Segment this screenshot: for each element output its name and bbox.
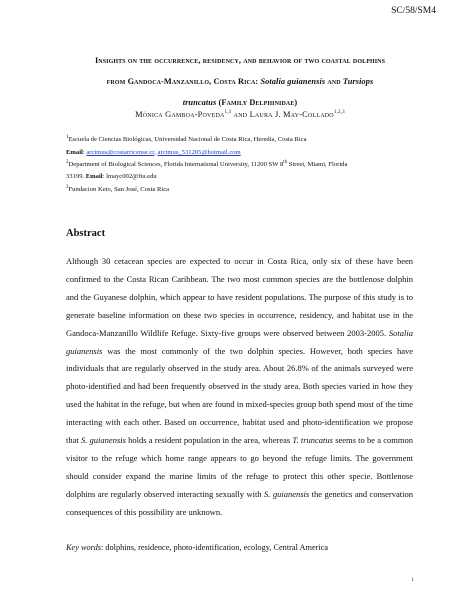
title-species-2-epithet: truncatus [182, 98, 217, 107]
email-1-colon: : [82, 149, 87, 156]
email-2-address: : lmayc002@fiu.edu [102, 173, 157, 180]
author-1-affiliation: 1,3 [224, 110, 232, 116]
email-1-label: Email [66, 149, 83, 156]
abstract-text-1: Although 30 cetacean species are expected to occur in Costa Rica, only six of these have been confirmed to the Costa Rican Caribbean. The two most common species are the bottlenose dolphin and the Guyanese dolphin, which appear to have resident populations. The purpose of this study is to generate baseline information on these two species in occurrence, residency, and habitat use in the Gandoca-Manzanillo Wildlife Refuge. Sixty-five groups were observed between 2003-2005. [66, 256, 413, 338]
affiliation-2-zip: 33199. [66, 173, 86, 180]
document-code: SC/58/SM4 [391, 6, 436, 16]
abstract-heading: Abstract [66, 228, 106, 239]
affiliation-2-line-2 [66, 172, 446, 181]
email-2-label: Email [85, 173, 103, 180]
title-species-2-genus: Tursiops [342, 77, 374, 86]
abstract-species-2: S. guianensis [80, 435, 126, 446]
keywords [66, 543, 416, 552]
title-family: (Family Delphinidae) [216, 98, 298, 107]
author-conjunction: and [231, 110, 250, 119]
title-line-1: Insights on the occurrence, residency, and behavior of two coastal dolphins [94, 56, 386, 65]
author-2-affiliation: 1,2,3 [333, 110, 345, 116]
title-line-2 [40, 71, 440, 92]
abstract-text-3: holds a resident population in the area, whereas [125, 435, 293, 446]
email-1-link-b[interactable]: arcimus_531205@hotmail.com [157, 149, 241, 156]
affiliation-3 [66, 185, 446, 194]
author-1: Mónica Gamboa-Poveda [135, 110, 225, 119]
affiliation-1-marker: 1 [66, 134, 69, 140]
abstract-body [66, 253, 413, 522]
affiliation-3-marker: 3 [66, 184, 69, 190]
author-list [40, 110, 440, 119]
affiliation-2-text-cont: Street, Miami, Florida [287, 161, 348, 168]
abstract-text-5: the genetics and conservation consequences of this possibility are unknown. [66, 488, 413, 517]
title-and: and [325, 77, 343, 86]
title-species-1: Sotalia guianensis [260, 77, 326, 86]
affiliation-2-text: Department of Biological Sciences, Florida International University, 11200 SW 8 [68, 161, 284, 168]
author-2: Laura J. May-Collado [249, 110, 334, 119]
page-number: 1 [411, 578, 414, 583]
abstract-species-3: T. truncatus [292, 435, 333, 446]
keywords-label: Key words [66, 543, 101, 552]
email-1-link-a[interactable]: arcimus@costarricense.cr [86, 149, 155, 156]
affiliation-1-text: Escuela de Ciencias Biológicas, Universidad Nacional de Costa Rica, Heredia, Costa Rica [68, 136, 307, 143]
abstract-species-4: S. guianensis [264, 488, 310, 499]
affiliation-2-marker: 2 [66, 159, 69, 165]
abstract-text-2: was the most commonly of the two dolphin species. However, both species have individuals that are regularly observed in the study area. About 26.8% of the animals surveyed were photo-identified and had been frequently observed in the study area. Both species varied in how they used the habitat in the refuge, but when are found in mixed-species group both spend most of the time interacting with each other. Based on occurrence, habitat used and photo-identification we propose that [66, 345, 413, 446]
affiliation-1 [66, 135, 446, 144]
affiliation-3-text: Fundacion Keto, San José, Costa Rica [68, 186, 170, 193]
title-text: from Gandoca-Manzanillo, Costa Rica: [106, 77, 261, 86]
email-1-line [66, 148, 446, 157]
affiliation-2 [66, 160, 446, 169]
affiliation-2-ordinal: th [283, 159, 288, 165]
abstract-species-1: Sotalia guianensis [66, 327, 413, 356]
abstract-text-4: seems to be a common visitor to the refuge which home range appears to go beyond the refuge limits. The government should consider expand the marine limits of the refuge to protect this other specie. Bottlenose dolphins are regularly observed interacting sexually with [66, 435, 413, 499]
keywords-text: : dolphins, residence, photo-identification, ecology, Central America [100, 543, 329, 552]
email-1-separator: , [154, 149, 158, 156]
